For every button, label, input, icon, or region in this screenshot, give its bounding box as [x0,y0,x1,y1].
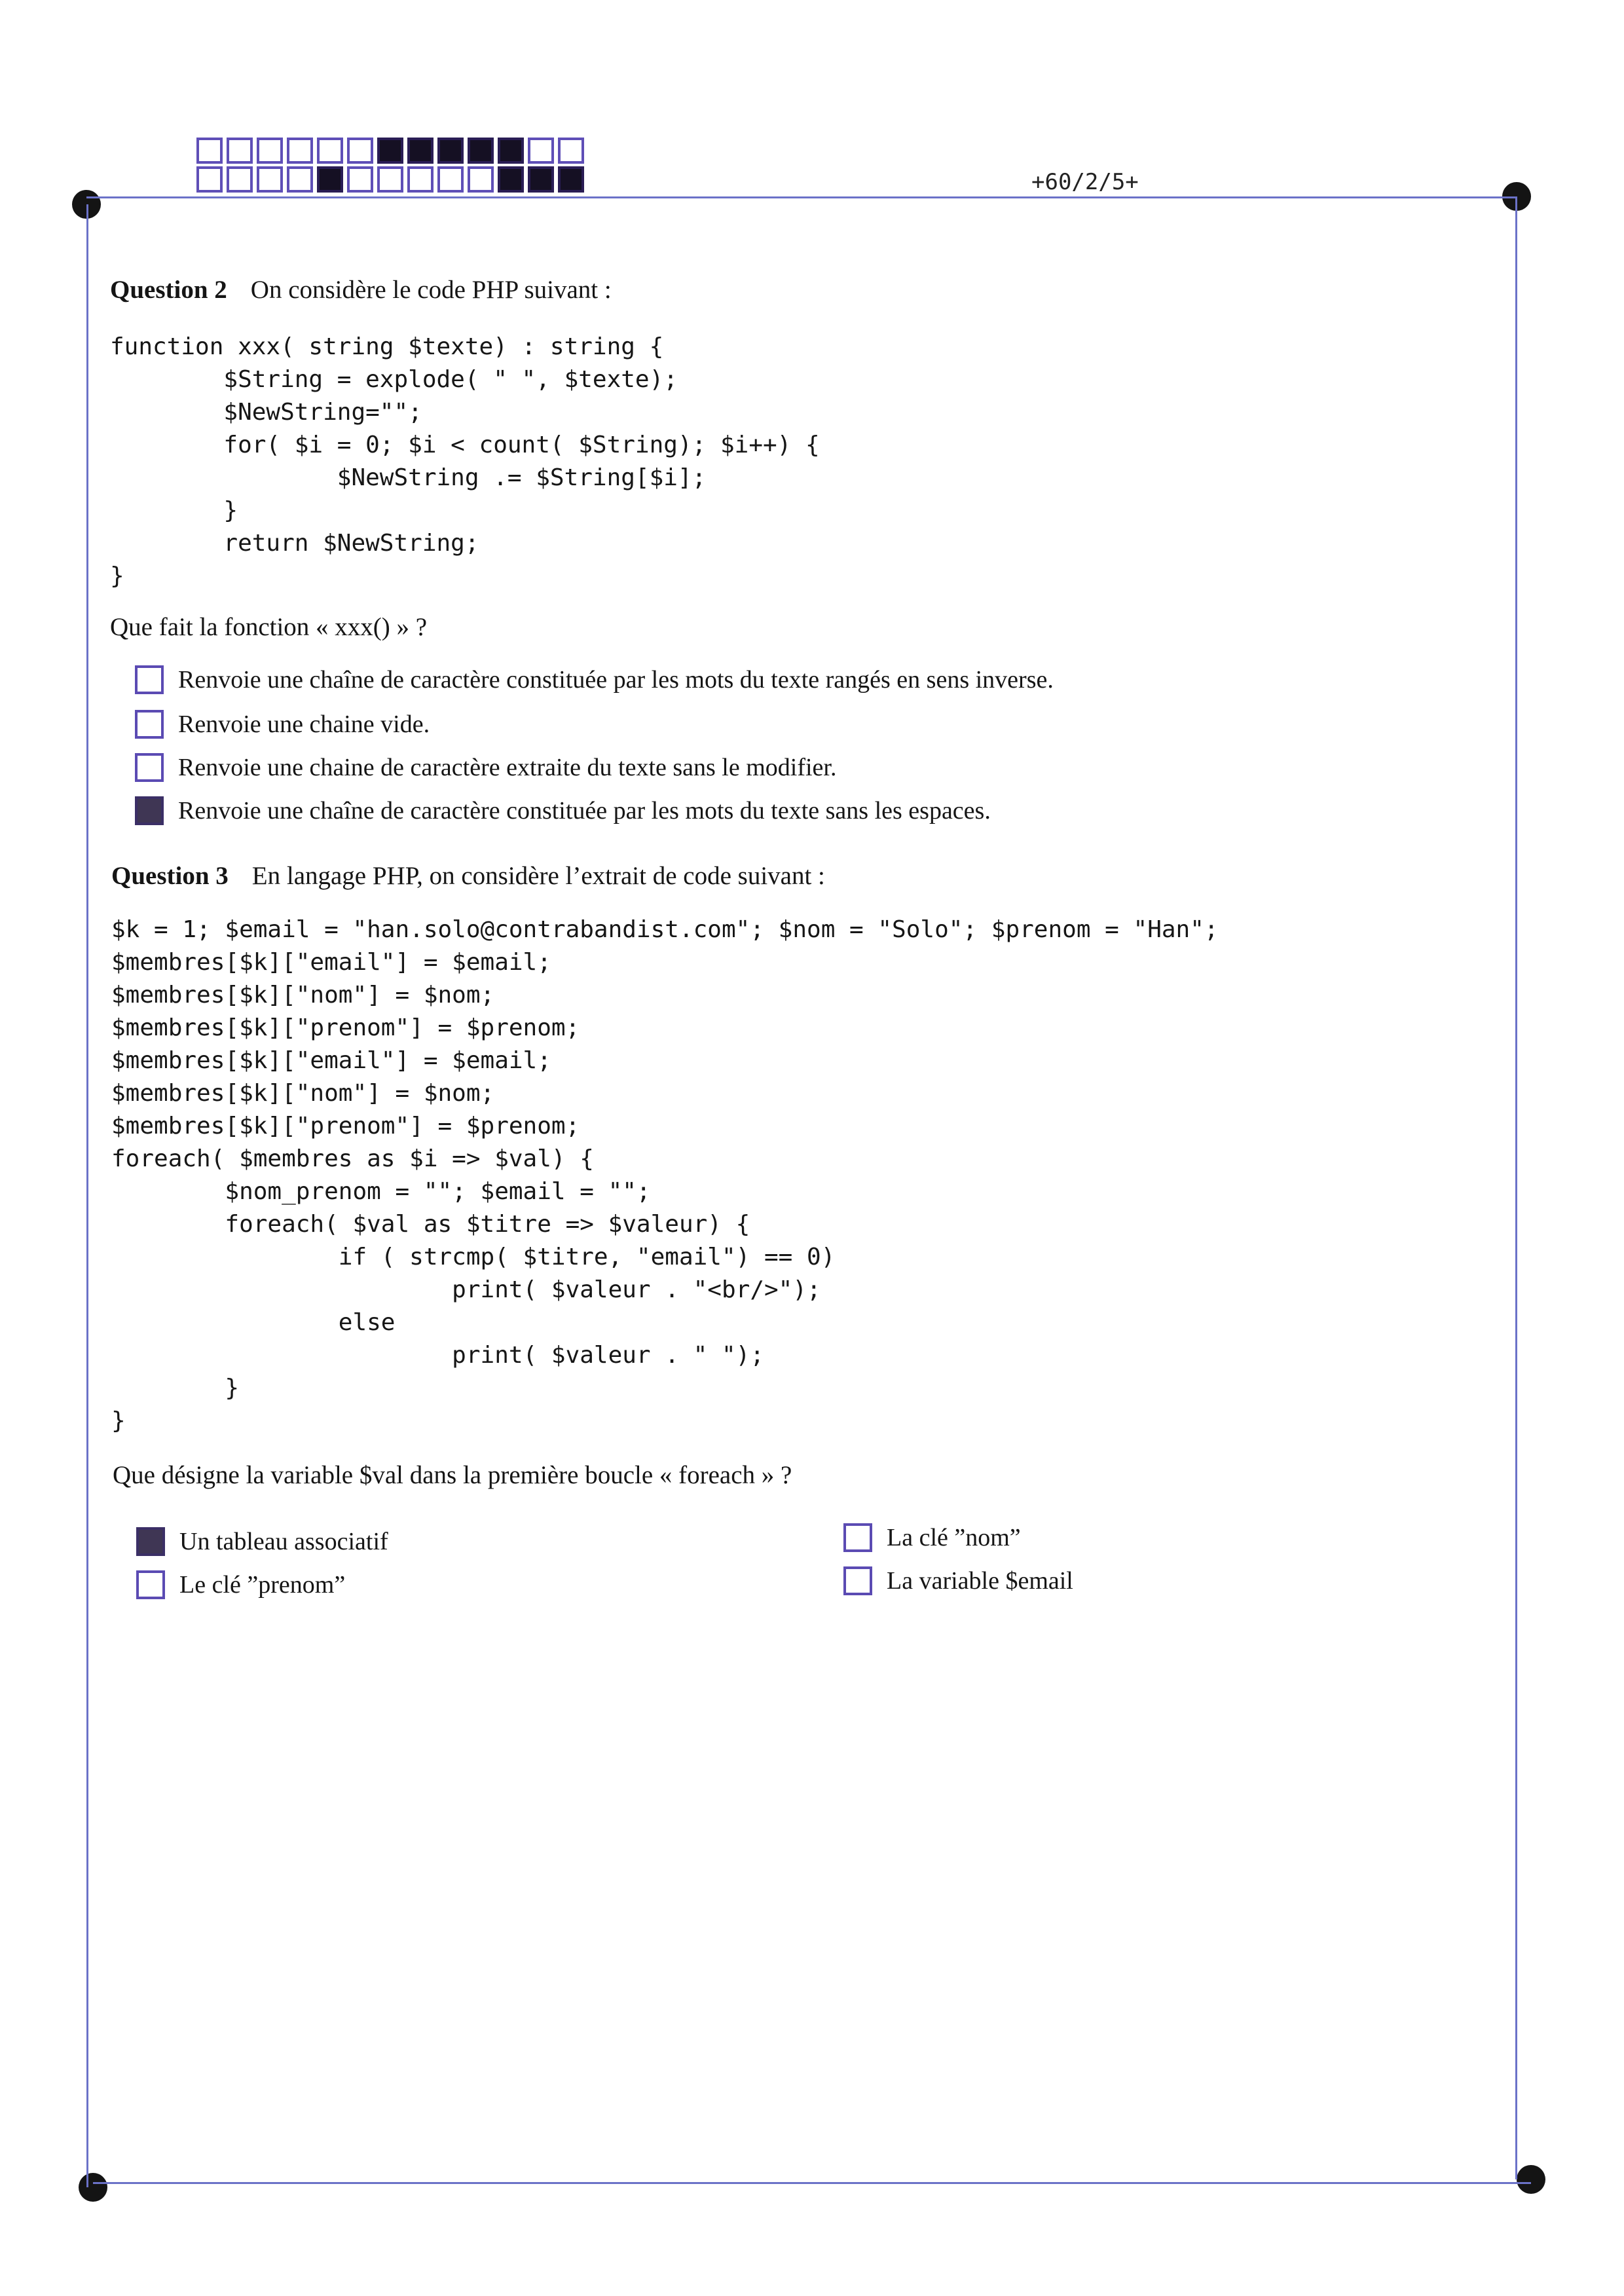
binary-cell [498,138,524,164]
binary-cell [558,138,584,164]
q2-choice-2-checkbox[interactable] [135,710,164,739]
question-2-header [110,275,612,305]
binary-code-header [196,138,930,195]
binary-cell [528,138,554,164]
q3-choice-4[interactable] [843,1566,1073,1595]
q3-choice-1[interactable] [136,1527,388,1556]
question-2-label: Question 2 [110,276,227,304]
binary-cell [558,166,584,193]
q3-choice-1-label: Un tableau associatif [179,1528,388,1555]
q2-choice-2-label: Renvoie une chaine vide. [178,711,430,738]
q2-choice-2[interactable] [135,710,430,739]
frame-top-line [86,196,1517,198]
binary-cell [528,166,554,193]
q2-choice-4[interactable] [135,796,991,825]
question-2-prompt: Que fait la fonction « xxx() » ? [110,613,428,641]
question-3-text: En langage PHP, on considère l’extrait de code suivant : [251,862,825,890]
frame-right-line [1515,196,1517,2179]
q2-choice-4-label: Renvoie une chaîne de caractère constituée par les mots du texte sans les espaces. [178,797,991,824]
corner-mark-bottom-right [1517,2165,1545,2194]
question-2-code: function xxx( string $texte) : string { $String = explode( " ", $texte); $NewString=""; for( $i = 0; $i < count( $String); $i++) { $NewString .= $String[$i]; } return $NewString; } [110,333,820,589]
binary-row-1 [196,138,930,156]
q3-choice-2-label: Le clé ”prenom” [179,1571,346,1599]
binary-cell [437,166,464,193]
q3-choice-1-checkbox[interactable] [136,1527,165,1556]
q3-choice-3-label: La clé ”nom” [887,1524,1021,1551]
q3-choice-2[interactable] [136,1570,345,1599]
binary-cell [196,166,223,193]
binary-cell [498,166,524,193]
q2-choice-1-label: Renvoie une chaîne de caractère constituée par les mots du texte rangés en sens inverse. [178,666,1054,694]
q2-choice-1[interactable] [135,665,1054,694]
binary-cell [407,166,434,193]
binary-cell [468,138,494,164]
binary-cell [227,138,253,164]
binary-cell [287,138,313,164]
binary-cell [257,166,283,193]
question-3-label: Question 3 [111,862,229,890]
question-3-header [111,861,825,891]
q2-choice-3-label: Renvoie une chaine de caractère extraite du texte sans le modifier. [178,754,837,781]
q3-choice-3-checkbox[interactable] [843,1523,872,1552]
page-code: +60/2/5+ [1031,169,1139,195]
q3-choice-4-label: La variable $email [887,1567,1073,1595]
binary-cell [347,138,373,164]
q2-choice-1-checkbox[interactable] [135,665,164,694]
question-3-prompt: Que désigne la variable $val dans la première boucle « foreach » ? [113,1461,792,1489]
binary-cell [317,138,343,164]
binary-cell [196,138,223,164]
q3-choice-4-checkbox[interactable] [843,1566,872,1595]
binary-cell [317,166,343,193]
q3-choice-3[interactable] [843,1523,1021,1552]
corner-mark-bottom-left [79,2173,107,2202]
question-3-code: $k = 1; $email = "han.solo@contrabandist.com"; $nom = "Solo"; $prenom = "Han"; $membres[$k]["email"] = $email; $membres[$k]["nom"] = $nom; $membres[$k]["prenom"] = $prenom; $membres[$k]["email"] = $email; $membres[$k]["nom"] = $nom; $membres[$k]["prenom"] = $prenom; foreach( $membres as $i => $val) { $nom_prenom = ""; $email = ""; foreach( $val as $titre => $valeur) { if ( strcmp( $titre, "email") == 0) print( $valeur . "<br/>"); else print( $valeur . " "); } } [111,916,1219,1434]
binary-cell [227,166,253,193]
q2-choice-4-checkbox[interactable] [135,796,164,825]
q2-choice-3[interactable] [135,753,836,782]
binary-cell [437,138,464,164]
binary-cell [377,138,403,164]
question-2-text: On considère le code PHP suivant : [250,276,612,304]
binary-cell [377,166,403,193]
binary-cell [257,138,283,164]
binary-cell [468,166,494,193]
binary-cell [347,166,373,193]
binary-row-2 [196,166,930,185]
q2-choice-3-checkbox[interactable] [135,753,164,782]
frame-left-line [86,204,88,2187]
frame-bottom-line [93,2182,1531,2184]
q3-choice-2-checkbox[interactable] [136,1570,165,1599]
binary-cell [287,166,313,193]
binary-cell [407,138,434,164]
